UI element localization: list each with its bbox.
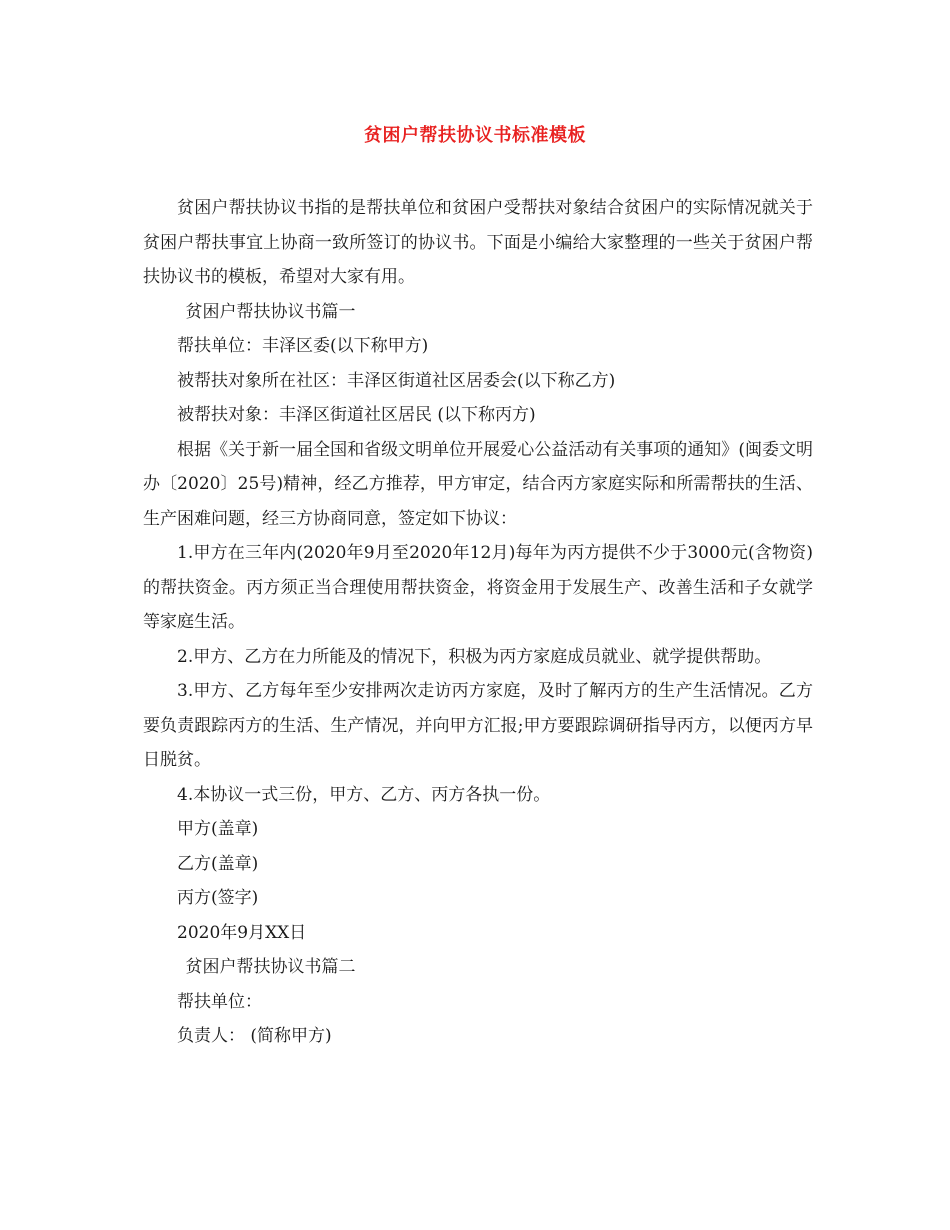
recipient-line: 被帮扶对象：丰泽区街道社区居民 (以下称丙方)	[177, 405, 536, 425]
document-body	[143, 191, 813, 1054]
party-b-seal: 乙方(盖章)	[177, 853, 259, 874]
party-a-seal: 甲方(盖章)	[177, 819, 259, 839]
party-c-signature: 丙方(签字)	[177, 888, 259, 908]
section-heading-two: 贫困户帮扶协议书篇二	[185, 957, 356, 977]
helping-unit-line: 帮扶单位：丰泽区委(以下称甲方)	[177, 336, 429, 356]
section-heading-one: 贫困户帮扶协议书篇一	[185, 301, 356, 322]
responsible-person-line: 负责人： (简称甲方)	[177, 1026, 332, 1046]
clause-2: 2.甲方、乙方在力所能及的情况下，积极为丙方家庭成员就业、就学提供帮助。	[177, 646, 772, 667]
agreement-date: 2020年9月XX日	[177, 922, 307, 943]
helping-unit-blank: 帮扶单位：	[177, 991, 262, 1012]
intro-paragraph: 贫困户帮扶协议书指的是帮扶单位和贫困户受帮扶对象结合贫困户的实际情况就关于贫困户帮扶事宜上协商一致所签订的协议书。下面是小编给大家整理的一些关于贫困户帮扶协议书的模板，希望对大家有用。	[143, 198, 813, 287]
clause-4: 4.本协议一式三份，甲方、乙方、丙方各执一份。	[177, 784, 551, 805]
community-line: 被帮扶对象所在社区：丰泽区街道社区居委会(以下称乙方)	[177, 370, 616, 391]
clause-1: 1.甲方在三年内(2020年9月至2020年12月)每年为丙方提供不少于3000元(含物资)的帮扶资金。丙方须正当合理使用帮扶资金，将资金用于发展生产、改善生活和子女就学等家庭生活。	[143, 543, 813, 632]
document-title: 贫困户帮扶协议书标准模板	[364, 125, 586, 146]
basis-paragraph: 根据《关于新一届全国和省级文明单位开展爱心公益活动有关事项的通知》(闽委文明办〔2020〕25号)精神，经乙方推荐，甲方审定，结合丙方家庭实际和所需帮扶的生活、生产困难问题，经三方协商同意，签定如下协议：	[143, 439, 813, 529]
clause-3: 3.甲方、乙方每年至少安排两次走访丙方家庭，及时了解丙方的生产生活情况。乙方要负责跟踪丙方的生活、生产情况，并向甲方汇报;甲方要跟踪调研指导丙方，以便丙方早日脱贫。	[143, 681, 813, 770]
